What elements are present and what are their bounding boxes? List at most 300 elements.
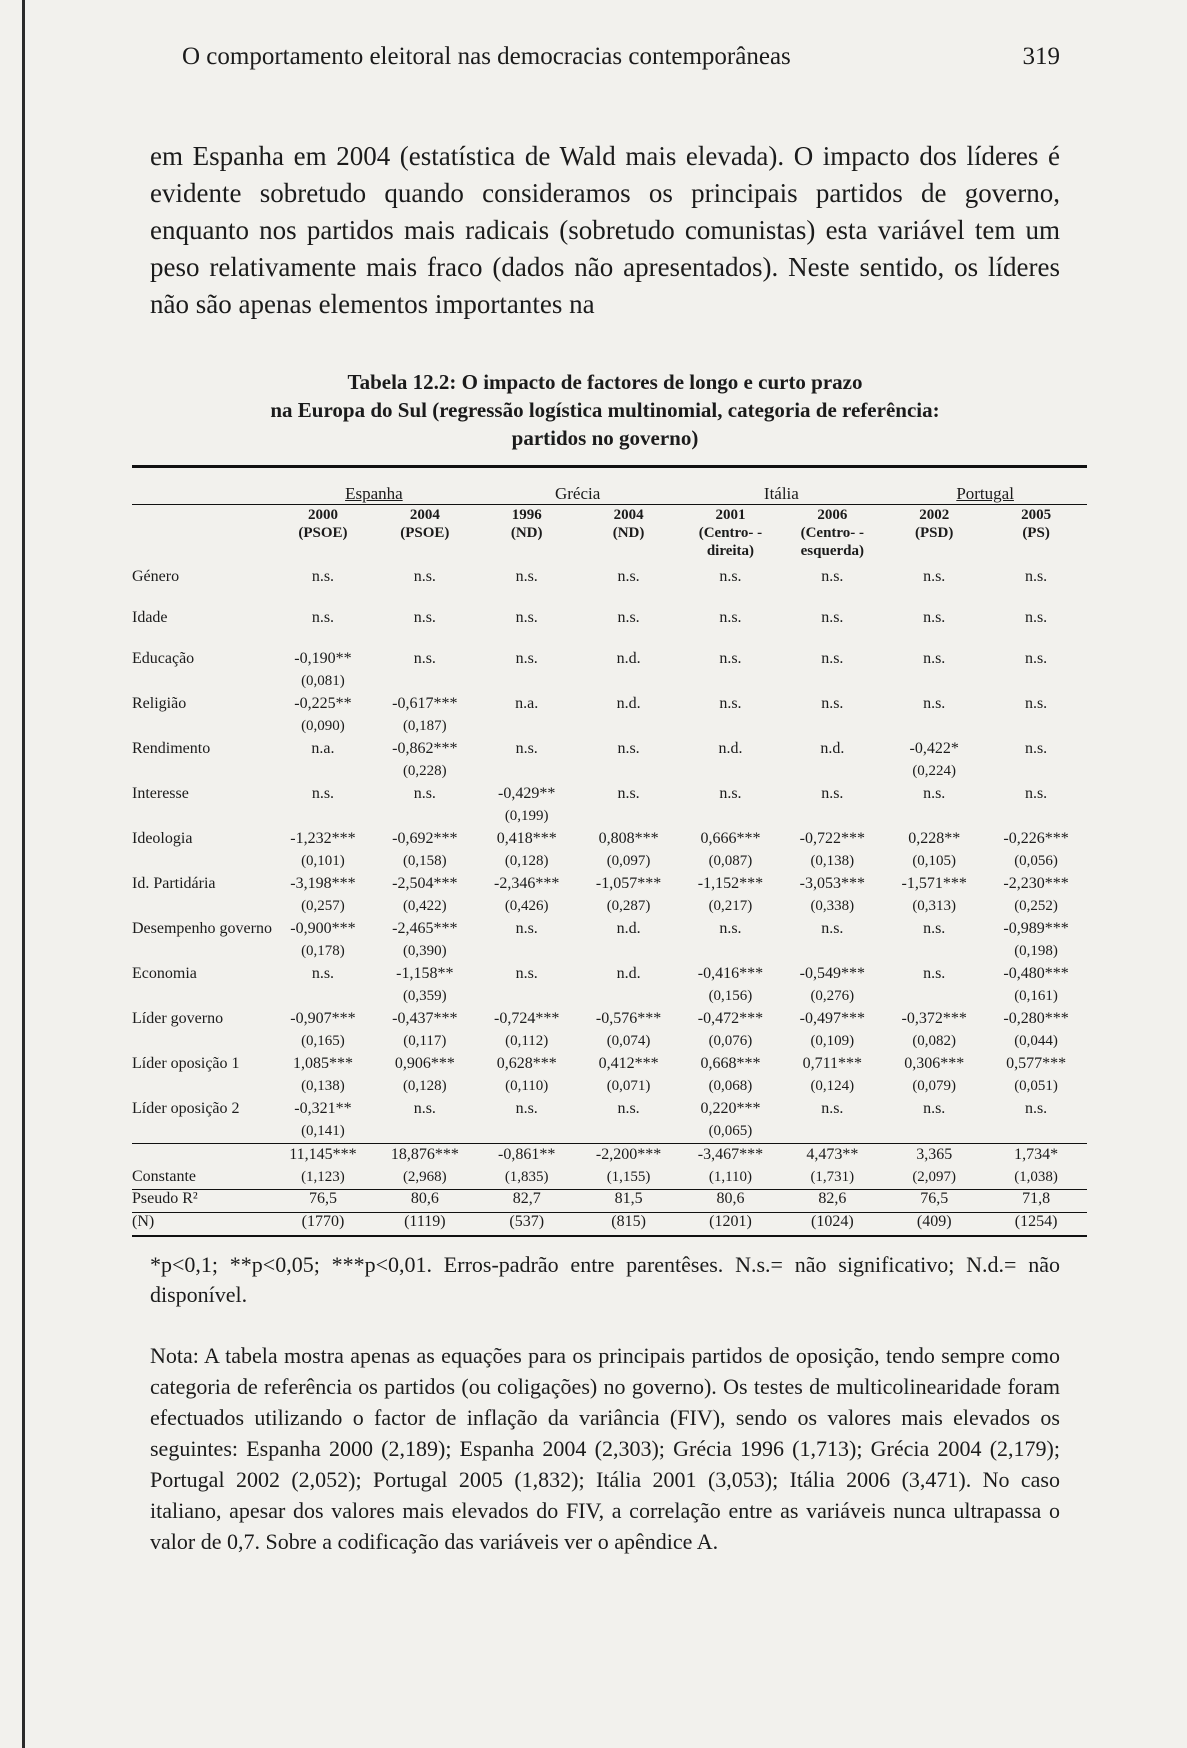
coef-cell: -0,900*** xyxy=(290,920,356,937)
se-cell xyxy=(272,986,374,1008)
coef-cell: n.s. xyxy=(821,920,844,937)
se-cell xyxy=(781,806,883,828)
coef-cell: -0,372*** xyxy=(901,1010,967,1027)
se-cell xyxy=(680,671,782,693)
coef-cell: n.s. xyxy=(515,609,538,626)
se-row xyxy=(132,851,1087,873)
row-label: Constante xyxy=(132,1168,196,1185)
table-row xyxy=(132,1008,1087,1031)
country-header: Espanha xyxy=(345,484,403,503)
table-row xyxy=(132,607,1087,630)
party-header: (ND) xyxy=(612,525,645,541)
coef-cell: -3,467*** xyxy=(680,1144,782,1168)
coef-cell: (537) xyxy=(476,1213,578,1237)
regression-table xyxy=(132,465,1087,1237)
row-label: Id. Partidária xyxy=(132,875,216,892)
se-cell xyxy=(985,761,1087,783)
se-cell xyxy=(272,806,374,828)
party-header: (PSOE) xyxy=(298,525,348,541)
coef-cell: n.s. xyxy=(515,920,538,937)
coef-cell: 82,7 xyxy=(476,1190,578,1213)
coef-cell: -1,152*** xyxy=(697,875,764,892)
se-cell xyxy=(883,986,985,1008)
coef-cell: -3,053*** xyxy=(799,875,865,892)
se-cell xyxy=(680,806,782,828)
table-note: Nota: A tabela mostra apenas as equações para os principais partidos de oposição, tendo sempre como categoria de referência os partidos (ou coligações) no governo). Os testes de multicolinearidade foram efectuados utilizando o factor de inflação da variância (FIV), sendo os valores mais elevados os seguintes: Espanha 2000 (2,189); Espanha 2004 (2,303); Grécia 1996 (1,713); Grécia 2004 (2,179); Portugal 2002 (2,052); Portugal 2005 (1,832); Itália 2001 (3,053); Itália 2006 (3,471). No caso italiano, apesar dos valores mais elevados do FIV, a correlação entre as variáveis nunca ultrapassa o valor de 0,7. Sobre a codificação das variáveis ver o apêndice A. xyxy=(150,1343,1060,1554)
coef-cell: n.d. xyxy=(820,740,845,757)
se-cell: (0,390) xyxy=(402,943,447,959)
se-cell: (0,128) xyxy=(504,853,549,869)
coef-cell: n.d. xyxy=(616,695,641,712)
row-gap xyxy=(132,630,1087,648)
coef-cell: (1770) xyxy=(272,1213,374,1237)
row-label: (N) xyxy=(132,1213,272,1237)
significance-footnote: *p<0,1; **p<0,05; ***p<0,01. Erros-padrão entre parentêses. N.s.= não significativo; N.d.= não disponível. xyxy=(150,1252,1060,1307)
row-label-empty xyxy=(132,1121,272,1144)
se-cell xyxy=(272,761,374,783)
coef-cell: n.s. xyxy=(821,1100,844,1117)
se-cell: (1,155) xyxy=(606,1169,651,1185)
se-cell: (0,087) xyxy=(708,853,753,869)
coef-cell: -0,617*** xyxy=(392,695,458,712)
se-cell xyxy=(985,716,1087,738)
party-header: (PS) xyxy=(1022,525,1050,541)
coef-cell: 0,666*** xyxy=(700,830,761,847)
se-cell xyxy=(883,716,985,738)
coef-cell: -0,226*** xyxy=(1003,830,1069,847)
coef-cell: n.s. xyxy=(515,568,538,585)
se-cell: (0,257) xyxy=(301,898,345,914)
coef-cell: 0,906*** xyxy=(394,1055,455,1072)
coef-cell: -2,346*** xyxy=(494,875,560,892)
row-label-empty xyxy=(132,986,272,1008)
se-row xyxy=(132,1076,1087,1098)
coef-cell: n.s. xyxy=(413,785,436,802)
row-label-empty xyxy=(132,851,272,873)
se-cell xyxy=(985,671,1087,693)
se-cell: (0,228) xyxy=(402,763,447,779)
se-cell xyxy=(578,671,680,693)
coef-cell: n.s. xyxy=(617,609,640,626)
row-gap xyxy=(132,589,1087,607)
coef-cell: n.s. xyxy=(1024,568,1048,585)
se-cell: (0,079) xyxy=(912,1078,957,1094)
constant-row xyxy=(132,1144,1087,1168)
row-label-empty xyxy=(132,671,272,693)
se-cell xyxy=(578,716,680,738)
se-row xyxy=(132,716,1087,738)
se-cell xyxy=(781,941,883,963)
table-row xyxy=(132,963,1087,986)
coef-cell: -0,437*** xyxy=(392,1010,458,1027)
coef-cell: n.s. xyxy=(923,920,946,937)
coef-cell: -2,200*** xyxy=(578,1144,680,1168)
coef-cell: n.s. xyxy=(413,609,436,626)
party-header: (PSOE) xyxy=(400,525,450,541)
coef-cell: n.s. xyxy=(719,920,742,937)
row-label: Género xyxy=(132,568,180,585)
coef-cell: n.s. xyxy=(311,965,335,982)
coef-cell: n.s. xyxy=(1024,740,1048,757)
row-label: Líder oposição 1 xyxy=(132,1055,240,1072)
coef-cell: n.s. xyxy=(515,965,538,982)
coef-cell: -0,422* xyxy=(909,740,959,757)
se-cell: (0,224) xyxy=(912,763,957,779)
coef-cell: n.s. xyxy=(515,650,538,667)
coef-cell: -1,232*** xyxy=(290,830,356,847)
coef-cell: -0,861** xyxy=(476,1144,578,1168)
coef-cell: 3,365 xyxy=(883,1144,985,1168)
row-label-empty xyxy=(132,761,272,783)
se-cell xyxy=(985,806,1087,828)
coef-cell: (1024) xyxy=(781,1213,883,1237)
party-header: (PSD) xyxy=(915,525,954,541)
se-cell: (0,082) xyxy=(912,1033,957,1049)
coef-cell: (1254) xyxy=(985,1213,1087,1237)
se-cell xyxy=(476,941,578,963)
coef-cell: n.s. xyxy=(311,785,335,802)
coef-cell: 0,306*** xyxy=(904,1055,965,1072)
party-header: (Centro- -direita) xyxy=(698,525,763,559)
se-cell: (0,074) xyxy=(606,1033,651,1049)
coef-cell: n.d. xyxy=(616,650,641,667)
coef-cell: 0,711*** xyxy=(802,1055,863,1072)
coef-cell: 1,085*** xyxy=(292,1055,353,1072)
year-header: 2004 xyxy=(374,505,476,525)
se-cell xyxy=(883,671,985,693)
se-cell: (0,112) xyxy=(505,1033,549,1049)
row-label: Educação xyxy=(132,650,195,667)
coef-cell: -1,158** xyxy=(396,965,454,982)
coef-cell: -0,692*** xyxy=(392,830,458,847)
coef-cell: n.s. xyxy=(923,650,946,667)
coef-cell: n.s. xyxy=(923,785,946,802)
se-cell: (0,156) xyxy=(708,988,753,1004)
coef-cell: -2,504*** xyxy=(392,875,458,892)
coef-cell: n.s. xyxy=(515,740,538,757)
se-cell: (0,044) xyxy=(1014,1033,1058,1049)
coef-cell: -0,472*** xyxy=(697,1010,764,1027)
se-cell: (0,138) xyxy=(301,1078,345,1094)
se-cell xyxy=(578,1121,680,1144)
se-cell xyxy=(578,761,680,783)
row-label: Ideologia xyxy=(132,830,193,847)
country-header: Grécia xyxy=(554,484,601,503)
se-cell xyxy=(680,716,782,738)
se-cell: (0,076) xyxy=(708,1033,753,1049)
coef-cell: n.s. xyxy=(413,1100,436,1117)
se-cell: (0,141) xyxy=(301,1123,345,1139)
coef-cell: n.s. xyxy=(719,609,742,626)
se-cell: (0,359) xyxy=(402,988,447,1004)
coef-cell: n.s. xyxy=(1024,785,1048,802)
year-header: 2005 xyxy=(985,505,1087,525)
coef-cell: n.s. xyxy=(923,1100,946,1117)
se-cell: (0,217) xyxy=(708,898,753,914)
coef-cell: 0,418*** xyxy=(496,830,557,847)
se-row xyxy=(132,806,1087,828)
coef-cell: n.s. xyxy=(617,785,640,802)
se-cell: (0,056) xyxy=(1014,853,1058,869)
se-cell: (1,038) xyxy=(1014,1169,1058,1185)
coef-cell: n.a. xyxy=(311,740,335,757)
se-cell: (0,198) xyxy=(1014,943,1058,959)
se-cell: (0,117) xyxy=(403,1033,447,1049)
se-cell: (0,051) xyxy=(1014,1078,1058,1094)
coef-cell: n.s. xyxy=(1024,695,1048,712)
se-cell xyxy=(680,941,782,963)
coef-cell: n.s. xyxy=(923,965,946,982)
coef-cell: n.s. xyxy=(821,568,844,585)
coef-cell: (815) xyxy=(578,1213,680,1237)
se-cell: (0,338) xyxy=(810,898,855,914)
se-cell: (0,128) xyxy=(402,1078,447,1094)
se-cell: (0,090) xyxy=(301,718,345,734)
coef-cell: n.s. xyxy=(1024,650,1048,667)
coef-cell: -0,907*** xyxy=(290,1010,356,1027)
row-label: Líder oposição 2 xyxy=(132,1100,240,1117)
se-cell xyxy=(680,761,782,783)
se-cell: (0,161) xyxy=(1014,988,1058,1004)
caption-line-3: partidos no governo) xyxy=(511,426,699,450)
caption-line-2: na Europa do Sul (regressão logística multinomial, categoria de referência: xyxy=(270,398,940,422)
coef-cell: n.d. xyxy=(718,740,743,757)
se-cell xyxy=(476,986,578,1008)
coef-cell: -0,549*** xyxy=(799,965,865,982)
se-cell xyxy=(781,716,883,738)
coef-cell: 11,145*** xyxy=(272,1144,374,1168)
coef-cell: 0,577*** xyxy=(1006,1055,1067,1072)
body-paragraph: em Espanha em 2004 (estatística de Wald mais elevada). O impacto dos líderes é evidente sobretudo quando consideramos os principais partidos de governo, enquanto nos partidos mais radicais (sobretudo comunistas) esta variável tem um peso relativamente mais fraco (dados não apresentados). Neste sentido, os líderes não são apenas elementos importantes na xyxy=(150,141,1060,319)
coef-cell: 4,473** xyxy=(781,1144,883,1168)
coef-cell: -0,225** xyxy=(294,695,352,712)
coef-cell: -0,480*** xyxy=(1003,965,1069,982)
year-header: 2006 xyxy=(781,505,883,525)
coef-cell: -0,724*** xyxy=(494,1010,560,1027)
se-cell: (0,276) xyxy=(810,988,855,1004)
coef-cell: n.s. xyxy=(719,650,742,667)
coef-cell: n.d. xyxy=(616,920,641,937)
se-cell xyxy=(883,806,985,828)
se-row xyxy=(132,1121,1087,1144)
se-cell: (1,110) xyxy=(708,1169,753,1185)
se-cell: (2,097) xyxy=(912,1169,957,1185)
coef-cell: n.a. xyxy=(515,695,539,712)
se-cell xyxy=(476,671,578,693)
coef-cell: 0,628*** xyxy=(496,1055,557,1072)
coef-cell: n.s. xyxy=(413,568,436,585)
row-label-empty xyxy=(132,806,272,828)
year-header: 2001 xyxy=(680,505,782,525)
se-cell: (0,081) xyxy=(301,673,345,689)
coef-cell: 0,220*** xyxy=(700,1100,761,1117)
coef-cell: n.s. xyxy=(1024,1100,1048,1117)
se-cell: (0,110) xyxy=(505,1078,549,1094)
coef-cell: n.s. xyxy=(311,568,335,585)
row-label-empty xyxy=(132,716,272,738)
coef-cell: 80,6 xyxy=(374,1190,476,1213)
coef-cell: -1,571*** xyxy=(901,875,967,892)
table-row xyxy=(132,783,1087,806)
coef-cell: n.s. xyxy=(821,695,844,712)
se-cell: (0,199) xyxy=(504,808,549,824)
se-row xyxy=(132,671,1087,693)
coef-cell: 0,228** xyxy=(908,830,961,847)
se-cell: (1,835) xyxy=(504,1169,549,1185)
coef-cell: -2,465*** xyxy=(392,920,458,937)
table-row xyxy=(132,566,1087,589)
se-cell: (2,968) xyxy=(402,1169,447,1185)
se-row xyxy=(132,761,1087,783)
se-row xyxy=(132,896,1087,918)
row-label: Religião xyxy=(132,695,187,712)
se-cell: (0,426) xyxy=(504,898,549,914)
se-cell: (0,165) xyxy=(301,1033,345,1049)
year-header: 2002 xyxy=(883,505,985,525)
running-head-title: O comportamento eleitoral nas democracias contemporâneas xyxy=(182,43,791,70)
page-number: 319 xyxy=(1022,43,1060,70)
coef-cell: -2,230*** xyxy=(1003,875,1069,892)
table-row xyxy=(132,873,1087,896)
se-cell xyxy=(476,1121,578,1144)
coef-cell: n.s. xyxy=(617,740,640,757)
se-cell xyxy=(476,761,578,783)
running-head xyxy=(150,40,1060,74)
se-cell: (0,097) xyxy=(606,853,651,869)
coef-cell: -1,057*** xyxy=(595,875,662,892)
row-label: Interesse xyxy=(132,785,189,802)
se-cell: (0,071) xyxy=(606,1078,651,1094)
row-label-empty xyxy=(132,1031,272,1053)
coef-cell: (1119) xyxy=(374,1213,476,1237)
se-cell xyxy=(883,1121,985,1144)
se-cell xyxy=(985,1121,1087,1144)
se-row xyxy=(132,986,1087,1008)
coef-cell: -0,497*** xyxy=(799,1010,865,1027)
pseudo-r2-row xyxy=(132,1190,1087,1213)
row-label: Economia xyxy=(132,965,197,982)
coef-cell: 1,734* xyxy=(985,1144,1087,1168)
coef-cell: 0,808*** xyxy=(598,830,659,847)
coef-cell: -0,280*** xyxy=(1003,1010,1069,1027)
caption-line-1: Tabela 12.2: O impacto de factores de longo e curto prazo xyxy=(347,370,863,394)
coef-cell: -0,429** xyxy=(498,785,556,802)
coef-cell: 76,5 xyxy=(883,1190,985,1213)
coef-cell: -0,321** xyxy=(294,1100,352,1117)
se-cell: (0,313) xyxy=(912,898,957,914)
se-row xyxy=(132,941,1087,963)
coef-cell: 18,876*** xyxy=(374,1144,476,1168)
year-header: 2004 xyxy=(578,505,680,525)
se-cell: (0,065) xyxy=(708,1123,753,1139)
table-row xyxy=(132,693,1087,716)
se-cell: (0,158) xyxy=(402,853,447,869)
country-header: Portugal xyxy=(956,484,1014,503)
se-cell: (0,178) xyxy=(301,943,345,959)
coef-cell: (409) xyxy=(883,1213,985,1237)
party-header: (Centro- -esquerda) xyxy=(800,525,865,559)
year-header: 1996 xyxy=(476,505,578,525)
year-header: 2000 xyxy=(272,505,374,525)
se-cell xyxy=(781,761,883,783)
table-caption xyxy=(150,368,1060,452)
coef-cell: 82,6 xyxy=(781,1190,883,1213)
coef-cell: -3,198*** xyxy=(290,875,356,892)
row-label-empty xyxy=(132,941,272,963)
coef-cell: n.s. xyxy=(413,650,436,667)
se-cell xyxy=(883,941,985,963)
coef-cell: -0,576*** xyxy=(595,1010,662,1027)
coef-cell: n.s. xyxy=(821,650,844,667)
coef-cell: n.s. xyxy=(617,568,640,585)
coef-cell: n.s. xyxy=(617,1100,640,1117)
coef-cell: 71,8 xyxy=(985,1190,1087,1213)
se-cell xyxy=(374,671,476,693)
row-label-empty xyxy=(132,896,272,918)
coef-cell: n.d. xyxy=(616,965,641,982)
coef-cell: n.s. xyxy=(821,609,844,626)
se-cell: (0,287) xyxy=(606,898,651,914)
se-cell: (0,101) xyxy=(301,853,345,869)
se-cell: (1,731) xyxy=(810,1169,855,1185)
coef-cell: 80,6 xyxy=(680,1190,782,1213)
se-cell xyxy=(476,716,578,738)
table-row xyxy=(132,828,1087,851)
constant-se-row xyxy=(132,1167,1087,1190)
table-row xyxy=(132,1053,1087,1076)
table-row xyxy=(132,1098,1087,1121)
coef-cell: 0,668*** xyxy=(700,1055,761,1072)
se-cell: (0,109) xyxy=(810,1033,855,1049)
coef-cell: -0,190** xyxy=(294,650,352,667)
page-spine xyxy=(22,0,25,1748)
row-label: Rendimento xyxy=(132,740,211,757)
se-cell xyxy=(578,986,680,1008)
coef-cell: -0,862*** xyxy=(392,740,458,757)
coef-cell: n.s. xyxy=(1024,609,1048,626)
se-row xyxy=(132,1031,1087,1053)
table-row xyxy=(132,648,1087,671)
coef-cell: n.s. xyxy=(923,695,946,712)
row-label: Líder governo xyxy=(132,1010,224,1027)
row-label: Desempenho governo xyxy=(132,920,272,937)
table-row xyxy=(132,738,1087,761)
se-cell xyxy=(374,1121,476,1144)
coef-cell: 0,412*** xyxy=(598,1055,659,1072)
se-cell: (1,123) xyxy=(301,1169,345,1185)
coef-cell: n.s. xyxy=(719,785,742,802)
coef-cell: n.s. xyxy=(311,609,335,626)
party-header: (ND) xyxy=(510,525,543,541)
row-label-empty xyxy=(132,1076,272,1098)
se-cell: (0,252) xyxy=(1014,898,1058,914)
n-row xyxy=(132,1213,1087,1237)
se-cell: (0,068) xyxy=(708,1078,753,1094)
coef-cell: -0,722*** xyxy=(799,830,865,847)
se-cell: (0,124) xyxy=(810,1078,855,1094)
row-label-empty xyxy=(132,1144,272,1168)
se-cell: (0,422) xyxy=(402,898,447,914)
table-row xyxy=(132,918,1087,941)
coef-cell: n.s. xyxy=(515,1100,538,1117)
coef-cell: -0,989*** xyxy=(1003,920,1069,937)
coef-cell: n.s. xyxy=(923,568,946,585)
se-cell xyxy=(374,806,476,828)
se-cell: (0,105) xyxy=(912,853,957,869)
se-cell xyxy=(578,941,680,963)
se-cell xyxy=(781,1121,883,1144)
se-cell: (0,138) xyxy=(810,853,855,869)
